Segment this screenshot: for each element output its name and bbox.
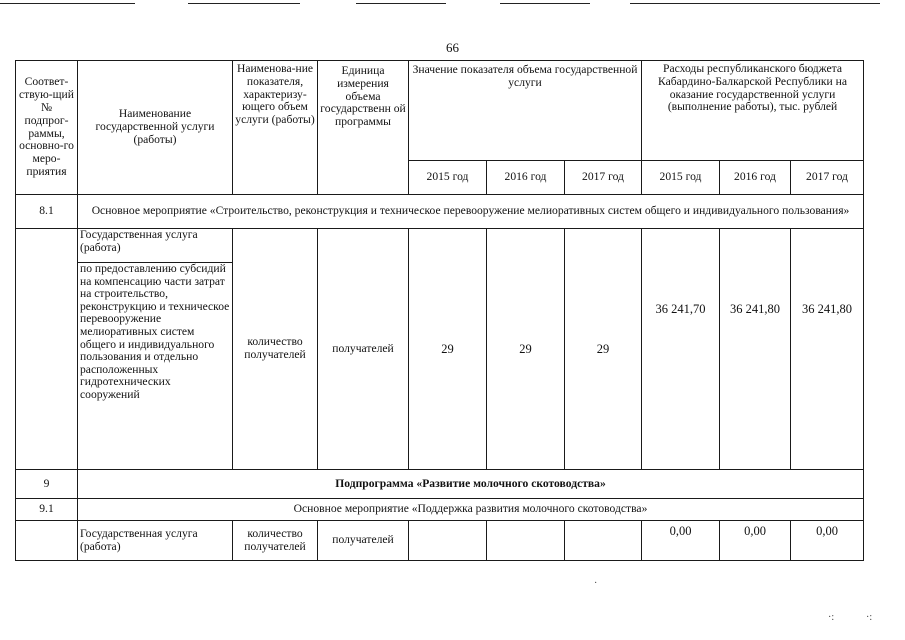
header-expenses-year-2017: 2017 год	[791, 161, 864, 195]
row-9-num: 9	[16, 470, 78, 499]
header-indicator: Наименова-ние показателя, характеризу-ющего объем услуги (работы)	[233, 61, 318, 195]
row-9-1-title: Основное мероприятие «Поддержка развития молочного скотоводства»	[78, 499, 864, 521]
row-8-1-title: Основное мероприятие «Строительство, реконструкция и техническое перевооружение мелиоративных систем общего и индивидуального пользования»	[78, 195, 864, 229]
header-service: Наименование государственной услуги (работы)	[78, 61, 233, 195]
scan-top-line-1	[0, 3, 135, 4]
scan-top-line-3	[356, 3, 446, 4]
row-9-1-volume-2016	[487, 521, 565, 561]
row-8-1-service-label: Государственная услуга (работа)	[78, 229, 233, 263]
row-8-1-volume-2016: 29	[487, 229, 565, 470]
row-9-1-volume-2015	[409, 521, 487, 561]
row-8-1-expense-2015: 36 241,70	[642, 229, 720, 470]
header-expenses-year-2015: 2015 год	[642, 161, 720, 195]
scan-top-line-2	[188, 3, 300, 4]
scan-speck-1: ·	[594, 578, 598, 589]
row-9-1-num: 9.1	[16, 499, 78, 521]
row-8-1-volume-2017: 29	[565, 229, 642, 470]
scan-speck-3: ·:	[866, 612, 873, 623]
scan-top-line-4	[500, 3, 590, 4]
row-8-1-service-num-cont	[16, 263, 78, 470]
row-9-1-service-label: Государственная услуга (работа)	[78, 521, 233, 561]
row-9-1-service-num	[16, 521, 78, 561]
header-volume-year-2015: 2015 год	[409, 161, 487, 195]
row-9-1-volume-2017	[565, 521, 642, 561]
header-volume-year-2016: 2016 год	[487, 161, 565, 195]
row-9-1-unit: получателей	[318, 521, 409, 561]
row-8-1-expense-2017: 36 241,80	[791, 229, 864, 470]
row-9-1-expense-2016: 0,00	[720, 521, 791, 561]
row-8-1-service-desc: по предоставлению субсидий на компенсацию части затрат на строительство, реконструкцию и техническое перевооружение мелиоративных систем общего и индивидуального пользования и отдельно расположенных гидротехнических сооружений	[78, 263, 233, 470]
row-9-1-expense-2015: 0,00	[642, 521, 720, 561]
row-9-title: Подпрограмма «Развитие молочного скотоводства»	[78, 470, 864, 499]
header-volume: Значение показателя объема государственной услуги	[409, 61, 642, 161]
header-volume-year-2017: 2017 год	[565, 161, 642, 195]
row-8-1-volume-2015: 29	[409, 229, 487, 470]
row-8-1-expense-2016: 36 241,80	[720, 229, 791, 470]
row-8-1-unit: получателей	[318, 229, 409, 470]
scan-speck-2: ·:	[828, 612, 835, 623]
header-unit: Единица измерения объема государственн ой программы	[318, 61, 409, 195]
row-9-1-indicator: количество получателей	[233, 521, 318, 561]
header-expenses: Расходы республиканского бюджета Кабардино-Балкарской Республики на оказание государственной услуги (выполнение работы), тыс. рублей	[642, 61, 864, 161]
page-number: 66	[446, 40, 459, 55]
header-num: Соответ-ствую-щий № подпрог-раммы, основно-го меро-приятия	[16, 61, 78, 195]
row-8-1-service-num	[16, 229, 78, 263]
row-9-1-expense-2017: 0,00	[791, 521, 864, 561]
services-table	[15, 60, 864, 561]
header-expenses-year-2016: 2016 год	[720, 161, 791, 195]
row-8-1-indicator: количество получателей	[233, 229, 318, 470]
scan-top-line-5	[630, 3, 880, 4]
row-8-1-num: 8.1	[16, 195, 78, 229]
